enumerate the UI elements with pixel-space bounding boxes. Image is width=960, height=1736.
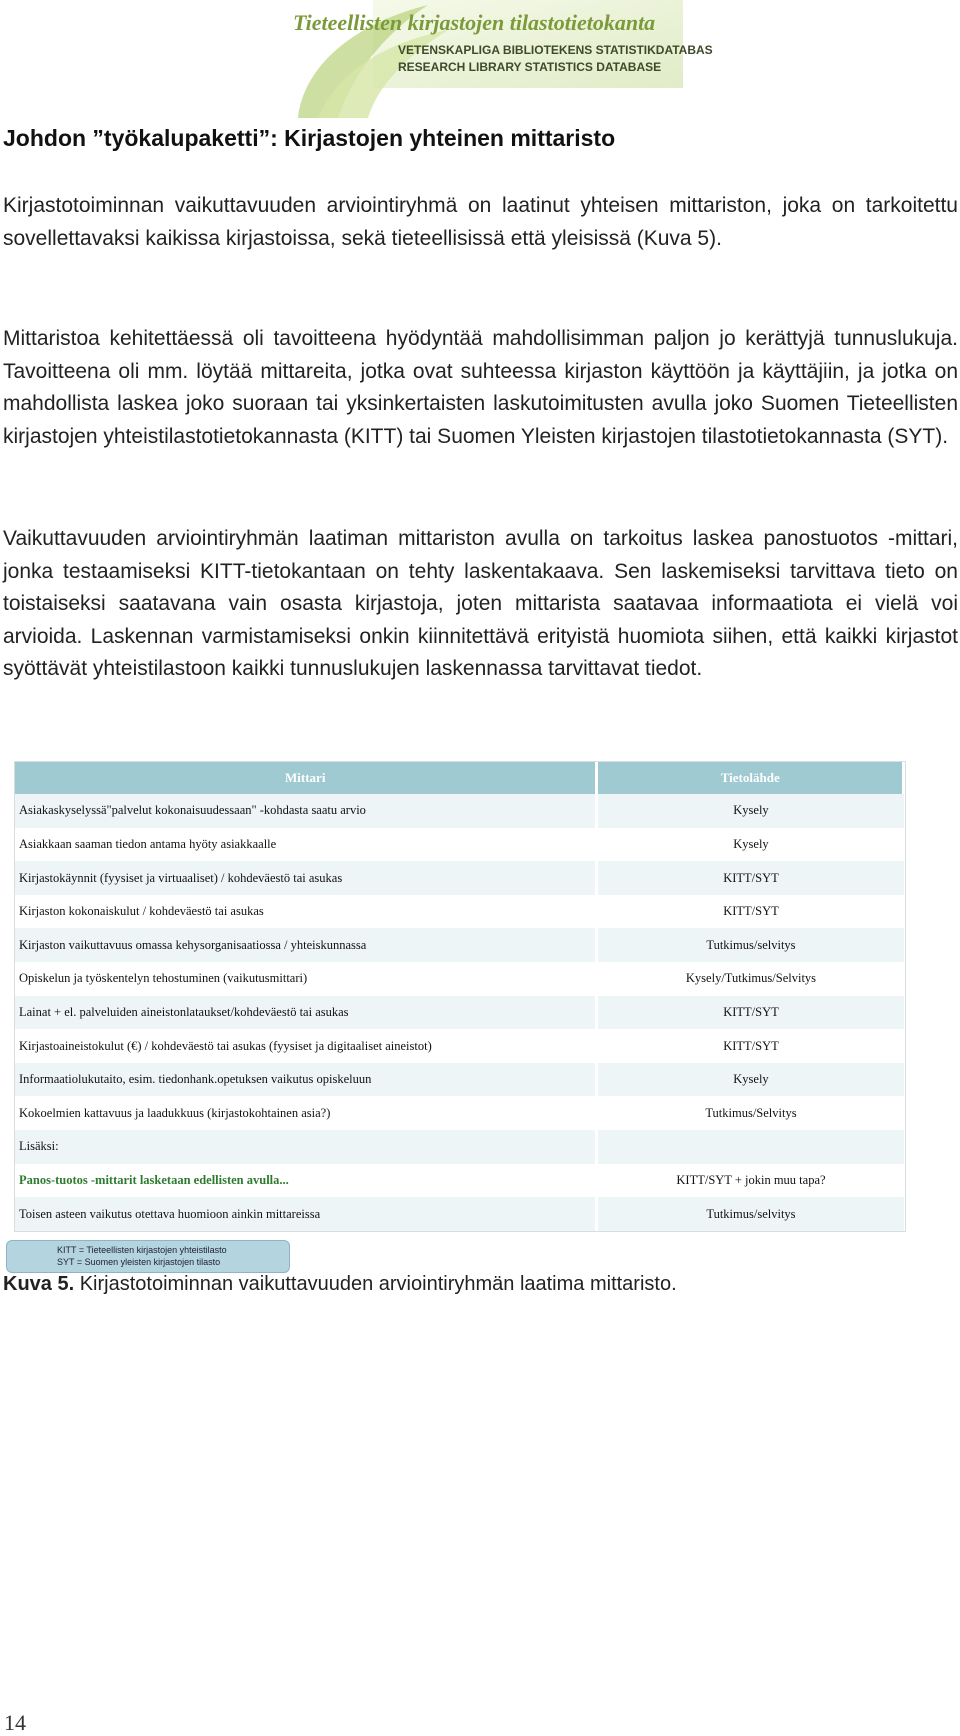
table-row (15, 1029, 904, 1063)
paragraph-3: Vaikuttavuuden arviointiryhmän laatiman mittariston avulla on tarkoitus laskea panostuotos -mittari, jonka testaamiseksi KITT-tietokantaan on tehty laskentakaava. Sen laskemiseksi tarvittava tieto on toistaiseksi saatavana vain osasta kirjastoja, joten mittarista saatavaa informaatiota ei vielä voi arvioida. Laskennan varmistamiseksi onkin kiinnitettävä erityistä huomiota siihen, että kaikki kirjastot syöttävät yhteistilastoon kaikki tunnuslukujen laskennassa tarvittavat tiedot. (3, 527, 958, 680)
metric-cell: Kokoelmien kattavuus ja laadukkuus (kirjastokohtainen asia?) (15, 1096, 597, 1130)
column-header-tietolahde: Tietolähde (597, 762, 904, 794)
table-row (15, 1197, 904, 1231)
table-row (15, 1063, 904, 1097)
logo-subtitle-english: RESEARCH LIBRARY STATISTICS DATABASE (398, 60, 662, 74)
source-cell: KITT/SYT (597, 861, 904, 895)
metric-cell: Kirjastokäynnit (fyysiset ja virtuaaliset) / kohdeväestö tai asukas (15, 861, 597, 895)
metric-cell: Asiakaskyselyssä"palvelut kokonaisuudessaan" -kohdasta saatu arvio (15, 794, 597, 828)
table-row (15, 962, 904, 996)
source-cell: Tutkimus/selvitys (597, 1197, 904, 1231)
abbreviation-legend (6, 1240, 290, 1273)
metric-cell: Kirjastoaineistokulut (€) / kohdeväestö tai asukas (fyysiset ja digitaaliset aineistot) (15, 1029, 597, 1063)
paragraph-1: Kirjastotoiminnan vaikuttavuuden arviointiryhmä on laatinut yhteisen mittariston, joka on tarkoitettu sovellettavaksi kaikissa kirjastoissa, sekä tieteellisissä että yleisissä (Kuva 5). (3, 194, 958, 250)
metric-cell: Informaatiolukutaito, esim. tiedonhank.opetuksen vaikutus opiskeluun (15, 1063, 597, 1097)
metrics-table (15, 762, 905, 1231)
table-row (15, 1130, 904, 1164)
metrics-table-figure (14, 761, 906, 1232)
metric-cell: Kirjaston vaikuttavuus omassa kehysorganisaatiossa / yhteiskunnassa (15, 928, 597, 962)
table-row (15, 895, 904, 929)
source-cell: KITT/SYT (597, 895, 904, 929)
table-row (15, 928, 904, 962)
source-cell: Tutkimus/Selvitys (597, 1096, 904, 1130)
metric-cell-highlighted: Panos-tuotos -mittarit lasketaan edellisten avulla... (15, 1164, 597, 1198)
logo-title: Tieteellisten kirjastojen tilastotietokanta (293, 10, 656, 35)
source-cell: Kysely/Tutkimus/Selvitys (597, 962, 904, 996)
metric-cell: Lisäksi: (15, 1130, 597, 1164)
logo-subtitle-swedish: VETENSKAPLIGA BIBLIOTEKENS STATISTIKDATABAS (398, 43, 713, 57)
legend-syt: SYT = Suomen yleisten kirjastojen tilasto (57, 1257, 221, 1267)
column-header-mittari: Mittari (15, 762, 597, 794)
metric-cell: Lainat + el. palveluiden aineistonlataukset/kohdeväestö tai asukas (15, 996, 597, 1030)
source-cell: Tutkimus/selvitys (597, 928, 904, 962)
table-row (15, 1164, 904, 1198)
paragraph-2: Mittaristoa kehitettäessä oli tavoitteena hyödyntää mahdollisimman paljon jo kerättyjä tunnuslukuja. Tavoitteena oli mm. löytää mittareita, jotka ovat suhteessa kirjaston käyttöön ja käyttäjiin, ja jotka on mahdollista laskea joko suoraan tai yksinkertaisten laskutoimitusten avulla joko Suomen Tieteellisten kirjastojen yhteistilastotietokannasta (KITT) tai Suomen Yleisten kirjastojen tilastotietokannasta (SYT). (3, 327, 958, 448)
table-row (15, 1096, 904, 1130)
metric-cell: Kirjaston kokonaiskulut / kohdeväestö tai asukas (15, 895, 597, 929)
source-cell: Kysely (597, 794, 904, 828)
metric-cell: Toisen asteen vaikutus otettava huomioon ainkin mittareissa (15, 1197, 597, 1231)
legend-kitt: KITT = Tieteellisten kirjastojen yhteistilasto (57, 1245, 227, 1255)
source-cell: KITT/SYT (597, 1029, 904, 1063)
source-cell: KITT/SYT + jokin muu tapa? (597, 1164, 904, 1198)
table-row (15, 861, 904, 895)
table-header-row (15, 762, 904, 794)
source-cell: KITT/SYT (597, 996, 904, 1030)
caption-label: Kuva 5. (3, 1273, 75, 1295)
source-cell (597, 1130, 904, 1164)
metric-cell: Opiskelun ja työskentelyn tehostuminen (vaikutusmittari) (15, 962, 597, 996)
source-cell: Kysely (597, 1063, 904, 1097)
table-row (15, 828, 904, 862)
table-row (15, 996, 904, 1030)
caption-text: Kirjastotoiminnan vaikuttavuuden arviointiryhmän laatima mittaristo. (74, 1273, 677, 1295)
source-cell: Kysely (597, 828, 904, 862)
table-row (15, 794, 904, 828)
metric-cell: Asiakkaan saaman tiedon antama hyöty asiakkaalle (15, 828, 597, 862)
section-heading: Johdon ”työkalupaketti”: Kirjastojen yhteinen mittaristo (3, 125, 616, 151)
figure-caption (3, 1273, 677, 1296)
header-logo (278, 0, 713, 118)
page-number: 14 (4, 1710, 26, 1735)
